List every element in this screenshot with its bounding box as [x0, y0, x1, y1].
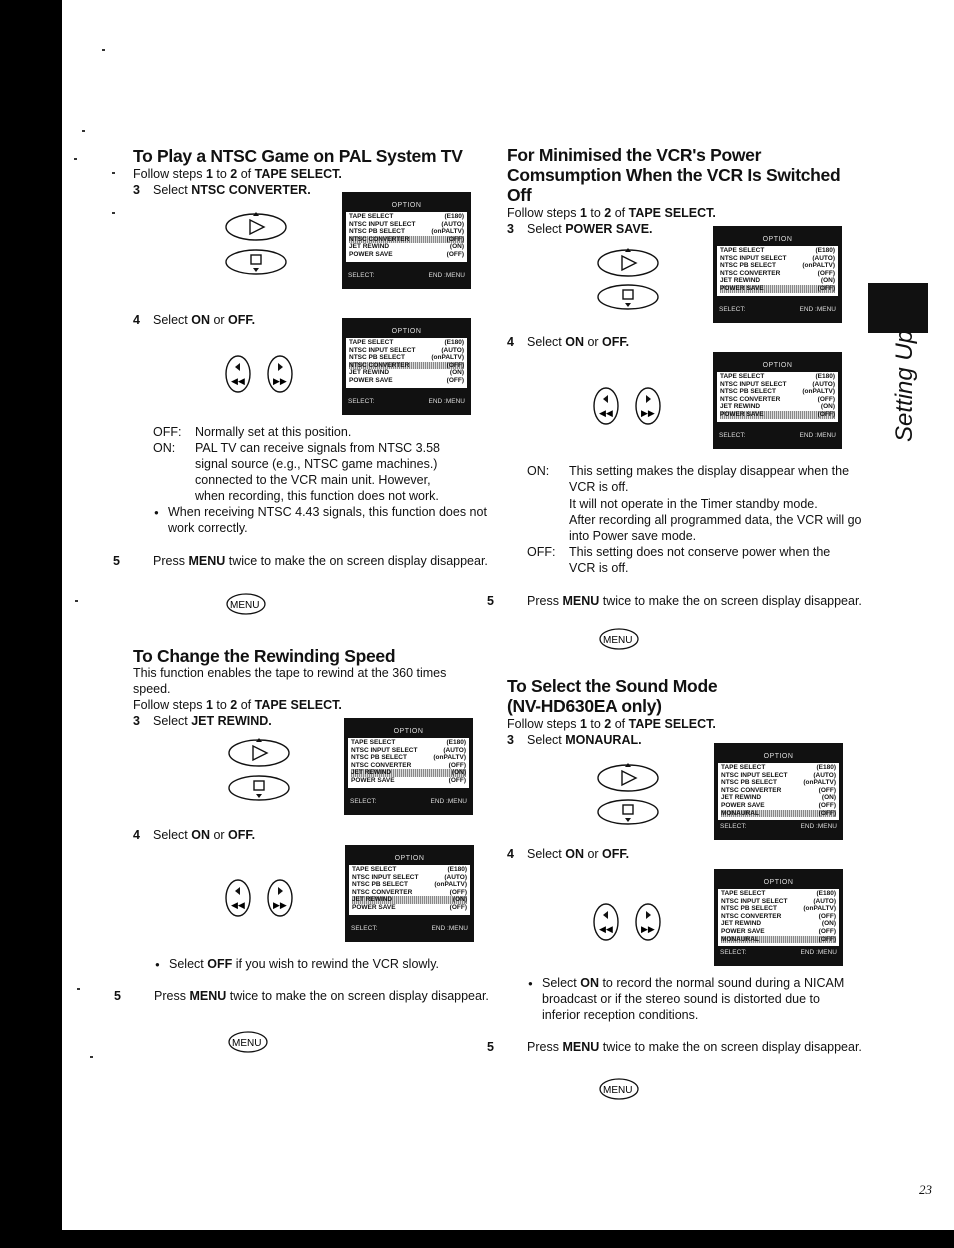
svg-text:◀◀: ◀◀	[231, 377, 245, 387]
scan-mark	[102, 49, 105, 51]
s2-step5: 5 Press MENU twice to make the on screen display disappear.	[114, 989, 489, 1003]
s1-step5: 5 Press MENU twice to make the on screen display disappear.	[113, 554, 488, 568]
scan-mark	[75, 600, 78, 602]
up-arrow-button-icon	[225, 736, 293, 770]
scan-mark	[74, 158, 77, 160]
menu-button-icon	[225, 592, 269, 616]
section-title-ntsc-game: To Play a NTSC Game on PAL System TV	[133, 146, 463, 166]
s4-bullet: ● Select ON to record the normal sound during a NICAM broadcast or if the stereo sound is distorted due to inferior reception conditions.	[542, 975, 852, 1023]
svg-text:◀◀: ◀◀	[231, 901, 245, 911]
section-title-rewinding-speed: To Change the Rewinding Speed	[133, 646, 396, 666]
down-stop-button-icon	[594, 797, 662, 827]
s3-step5: 5 Press MENU twice to make the on screen display disappear.	[487, 594, 862, 608]
s4-step3: 3 Select MONAURAL.	[507, 733, 642, 747]
s2-step3: 3 Select JET REWIND.	[133, 714, 272, 728]
section-title-sound-mode-l1: To Select the Sound Mode	[507, 676, 718, 696]
s2-bullet: ● Select OFF if you wish to rewind the VCR slowly.	[169, 956, 439, 972]
section-title-sound-mode-l2: (NV-HD630EA only)	[507, 696, 662, 716]
page-number: 23	[919, 1182, 932, 1197]
osd-menu-ntsc-converter: OPTION TAPE SELECT (E180) NTSC INPUT SELECT (AUTO) NTSC PB SELECT (onPALTV) NTSC CONVERTER (OFF) JET REWIND (ON) POWER SAVE (OFF) SELECT: END :MENU	[342, 192, 471, 289]
section-tab-marker	[868, 283, 928, 333]
s1-on-text: PAL TV can receive signals from NTSC 3.58 signal source (e.g., NTSC game machines.) connected to the VCR main unit. However, when recording, this function does not work.	[195, 441, 441, 503]
s1-off-text: Normally set at this position.	[195, 425, 352, 439]
svg-text:Setting Up: Setting Up	[891, 330, 918, 442]
svg-text:▶▶: ▶▶	[641, 925, 655, 935]
section-title-power-save-l2: Comsumption When the VCR Is Switched	[507, 165, 841, 185]
s1-step3: 3 Select NTSC CONVERTER.	[133, 183, 311, 197]
s2-step4: 4 Select ON or OFF.	[133, 828, 256, 842]
s3-on-label: ON:	[527, 464, 550, 478]
svg-text:◀◀: ◀◀	[599, 409, 613, 419]
osd-menu-jet-rewind-select: OPTION TAPE SELECT (E180) NTSC INPUT SELECT (AUTO) NTSC PB SELECT (onPALTV) NTSC CONVERTER (OFF) JET REWIND (ON) POWER SAVE (OFF) SELECT: END :MENU	[345, 845, 474, 942]
scan-mark	[112, 212, 115, 214]
s4-intro: Follow steps 1 to 2 of TAPE SELECT.	[507, 717, 716, 731]
up-arrow-button-icon	[594, 761, 662, 795]
rewind-ff-buttons-icon	[590, 900, 666, 944]
svg-text:▶▶: ▶▶	[273, 377, 287, 387]
menu-button-icon	[227, 1030, 271, 1054]
s4-step5: 5 Press MENU twice to make the on screen display disappear.	[487, 1040, 862, 1054]
down-stop-button-icon	[222, 247, 290, 277]
menu-button-icon	[598, 627, 642, 651]
scan-mark	[112, 172, 115, 174]
menu-button-icon	[598, 1077, 642, 1101]
osd-menu-ntsc-converter-select: OPTION TAPE SELECT (E180) NTSC INPUT SELECT (AUTO) NTSC PB SELECT (onPALTV) NTSC CONVERTER (OFF) JET REWIND (ON) POWER SAVE (OFF) SELECT: END :MENU	[342, 318, 471, 415]
s3-step4: 4 Select ON or OFF.	[507, 335, 630, 349]
osd-menu-jet-rewind: OPTION TAPE SELECT (E180) NTSC INPUT SELECT (AUTO) NTSC PB SELECT (onPALTV) NTSC CONVERTER (OFF) JET REWIND (ON) POWER SAVE (OFF) SELECT: END :MENU	[344, 718, 473, 815]
s3-off-text: This setting does not conserve power when the VCR is off.	[569, 545, 831, 575]
osd-menu-power-save: OPTION TAPE SELECT (E180) NTSC INPUT SELECT (AUTO) NTSC PB SELECT (onPALTV) NTSC CONVERTER (OFF) JET REWIND (ON) POWER SAVE (OFF) SELECT: END :MENU	[713, 226, 842, 323]
s3-off-label: OFF:	[527, 545, 556, 559]
s1-off-label: OFF:	[153, 425, 182, 439]
s2-intro: Follow steps 1 to 2 of TAPE SELECT.	[133, 698, 342, 712]
s1-intro: Follow steps 1 to 2 of TAPE SELECT.	[133, 167, 342, 181]
s3-intro: Follow steps 1 to 2 of TAPE SELECT.	[507, 206, 716, 220]
up-arrow-button-icon	[594, 246, 662, 280]
down-stop-button-icon	[225, 773, 293, 803]
rewind-ff-buttons-icon	[222, 352, 298, 396]
svg-text:◀◀: ◀◀	[599, 925, 613, 935]
scan-mark	[82, 130, 85, 132]
s3-on-text-3: After recording all programmed data, the VCR will go into Power save mode.	[569, 513, 862, 543]
svg-text:MENU: MENU	[230, 600, 260, 611]
s3-on-text-1: This setting makes the display disappear when the VCR is off.	[569, 464, 850, 494]
s3-step3: 3 Select POWER SAVE.	[507, 222, 653, 236]
osd-menu-monaural: OPTION TAPE SELECT (E180) NTSC INPUT SELECT (AUTO) NTSC PB SELECT (onPALTV) NTSC CONVERTER (OFF) JET REWIND (ON) POWER SAVE (OFF) MONAURAL (OFF) SELECT: END :MENU	[714, 743, 843, 840]
svg-text:MENU: MENU	[603, 1085, 633, 1096]
scan-mark	[77, 988, 80, 990]
svg-text:▶▶: ▶▶	[273, 901, 287, 911]
s1-bullet: ● When receiving NTSC 4.43 signals, this function does not work correctly.	[168, 504, 488, 536]
down-stop-button-icon	[594, 282, 662, 312]
s3-on-text-2: It will not operate in the Timer standby mode.	[569, 497, 818, 511]
osd-menu-monaural-select: OPTION TAPE SELECT (E180) NTSC INPUT SELECT (AUTO) NTSC PB SELECT (onPALTV) NTSC CONVERTER (OFF) JET REWIND (ON) POWER SAVE (OFF) MONAURAL (OFF) SELECT: END :MENU	[714, 869, 843, 966]
svg-text:MENU: MENU	[232, 1038, 262, 1049]
side-label	[860, 330, 940, 450]
osd-menu-power-save-select: OPTION TAPE SELECT (E180) NTSC INPUT SELECT (AUTO) NTSC PB SELECT (onPALTV) NTSC CONVERTER (OFF) JET REWIND (ON) POWER SAVE (OFF) SELECT: END :MENU	[713, 352, 842, 449]
s4-step4: 4 Select ON or OFF.	[507, 847, 630, 861]
svg-text:MENU: MENU	[603, 635, 633, 646]
rewind-ff-buttons-icon	[222, 876, 298, 920]
rewind-ff-buttons-icon	[590, 384, 666, 428]
scan-mark	[90, 1056, 93, 1058]
s1-step4: 4 Select ON or OFF.	[133, 313, 256, 327]
s2-desc: This function enables the tape to rewind at the 360 times speed.	[133, 666, 447, 696]
section-title-power-save-l1: For Minimised the VCR's Power	[507, 145, 762, 165]
up-arrow-button-icon	[222, 210, 290, 244]
svg-text:▶▶: ▶▶	[641, 409, 655, 419]
s1-on-label: ON:	[153, 441, 176, 455]
section-title-power-save-l3: Off	[507, 185, 532, 205]
manual-page	[62, 0, 954, 1230]
